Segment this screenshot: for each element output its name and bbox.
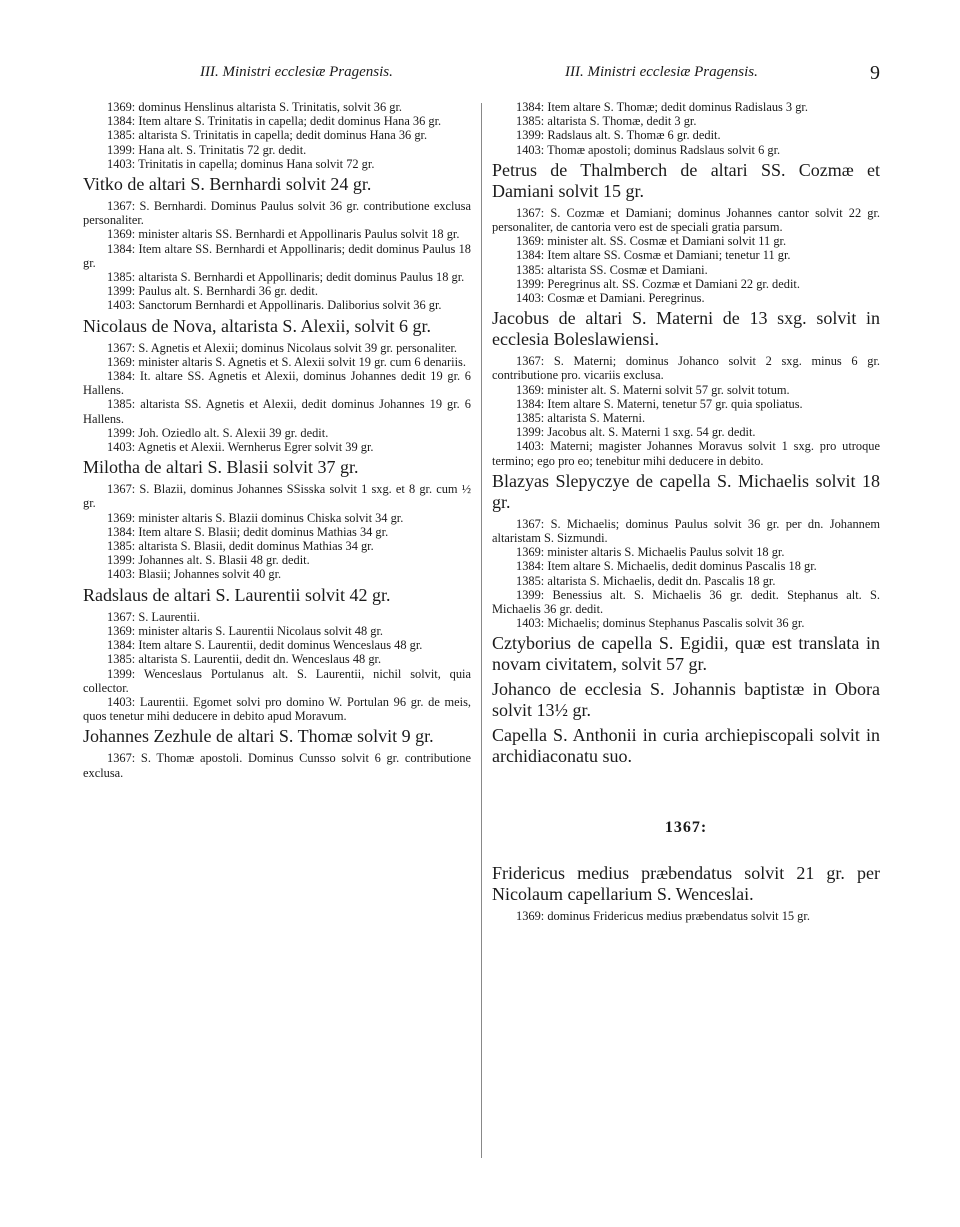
entry-record: 1385: altarista S. Laurentii, dedit dn. Wenceslaus 48 gr. <box>107 652 382 667</box>
entry-record: 1384: Item altare S. Trinitatis in capella; dedit dominus Hana 36 gr. <box>107 114 442 129</box>
entry-record: 1403: Sanctorum Bernhardi et Appollinaris. Daliborius solvit 36 gr. <box>107 298 442 313</box>
entry-record: 1367: S. Blazii, dominus Johannes SSisska solvit 1 sxg. et 8 gr. cum ½ gr. <box>83 482 471 511</box>
entry-record: 1384: Item altare S. Blasii; dedit dominus Mathias 34 gr. <box>107 524 389 539</box>
column-divider <box>481 103 482 1158</box>
entry-record: 1399: Peregrinus alt. SS. Cozmæ et Damiani 22 gr. dedit. <box>516 276 800 291</box>
entry-record: 1403: Laurentii. Egomet solvi pro domino W. Portulan 96 gr. de meis, quos tenetur mihi deducere in debito apud Moravum. <box>83 694 471 724</box>
entry-record: 1367: S. Agnetis et Alexii; dominus Nicolaus solvit 39 gr. personaliter. <box>107 340 458 355</box>
page-number: 9 <box>870 62 880 84</box>
entry-record: 1403: Materni; magister Johannes Moravus solvit 1 sxg. pro utroque termino; ego pro eo; tenebitur mihi deducere in debito. <box>492 439 880 468</box>
entry-record: 1369: dominus Fridericus medius præbendatus solvit 15 gr. <box>516 909 810 924</box>
entry-heading: Capella S. Anthonii in curia archiepiscopali solvit in archidiaconatu suo. <box>492 725 880 767</box>
running-header-left: III. Ministri ecclesiæ Pragensis. <box>200 64 393 80</box>
entry-record: 1384: Item altare S. Thomæ; dedit dominus Radislaus 3 gr. <box>516 100 808 114</box>
entry-record: 1384: Item altare SS. Cosmæ et Damiani; tenetur 11 gr. <box>516 248 791 263</box>
entry-heading: Radslaus de altari S. Laurentii solvit 42 gr. <box>83 584 391 605</box>
entry-heading: Blazyas Slepyczye de capella S. Michaelis solvit 18 gr. <box>492 470 880 512</box>
entry-record: 1384: Item altare S. Michaelis, dedit dominus Pascalis 18 gr. <box>516 559 817 574</box>
entry-heading: Petrus de Thalmberch de altari SS. Cozmæ et Damiani solvit 15 gr. <box>492 159 880 201</box>
entry-record: 1367: S. Bernhardi. Dominus Paulus solvit 36 gr. contributione exclusa personaliter. <box>83 199 471 228</box>
entry-record: 1384: Item altare SS. Bernhardi et Appollinaris; dedit dominus Paulus 18 gr. <box>83 241 471 270</box>
entry-heading: Johannes Zezhule de altari S. Thomæ solvit 9 gr. <box>83 726 434 747</box>
entry-record: 1384: It. altare SS. Agnetis et Alexii, dominus Johannes dedit 19 gr. 6 Hallens. <box>83 369 471 398</box>
entry-record: 1385: altarista S. Thomæ, dedit 3 gr. <box>516 114 697 129</box>
entry-record: 1369: minister alt. SS. Cosmæ et Damiani solvit 11 gr. <box>516 234 787 249</box>
entry-record: 1399: Joh. Oziedlo alt. S. Alexii 39 gr. dedit. <box>107 425 329 440</box>
right-column <box>492 100 880 924</box>
entry-record: 1384: Item altare S. Laurentii, dedit dominus Wenceslaus 48 gr. <box>107 638 423 653</box>
entry-record: 1385: altarista S. Michaelis, dedit dn. Pascalis 18 gr. <box>516 573 776 588</box>
entry-heading: Cztyborius de capella S. Egidii, quæ est translata in novam civitatem, solvit 57 gr. <box>492 633 880 675</box>
entry-record: 1385: altarista SS. Cosmæ et Damiani. <box>516 262 708 277</box>
entry-record: 1384: Item altare S. Materni, tenetur 57 gr. quia spoliatus. <box>516 396 803 411</box>
entry-record: 1369: minister altaris S. Blazii dominus Chiska solvit 34 gr. <box>107 510 404 525</box>
entry-heading: Vitko de altari S. Bernhardi solvit 24 gr. <box>83 174 372 195</box>
entry-record: 1385: altarista SS. Agnetis et Alexii, dedit dominus Johannes 19 gr. 6 Hallens. <box>83 397 471 426</box>
entry-record: 1385: altarista S. Bernhardi et Appollinaris; dedit dominus Paulus 18 gr. <box>107 270 465 285</box>
entry-record: 1403: Blasii; Johannes solvit 40 gr. <box>107 567 282 582</box>
entry-record: 1369: minister altaris S. Laurentii Nicolaus solvit 48 gr. <box>107 623 383 638</box>
entry-record: 1369: minister altaris S. Agnetis et S. Alexii solvit 19 gr. cum 6 denariis. <box>107 354 466 369</box>
entry-record: 1367: S. Materni; dominus Johanco solvit 2 sxg. minus 6 gr. contributione pro. vicariis exclusa. <box>492 354 880 383</box>
entry-record: 1403: Agnetis et Alexii. Wernherus Egrer solvit 39 gr. <box>107 440 374 455</box>
entry-record: 1369: dominus Henslinus altarista S. Trinitatis, solvit 36 gr. <box>107 100 402 114</box>
entry-heading: Nicolaus de Nova, altarista S. Alexii, solvit 6 gr. <box>83 315 431 336</box>
entry-record: 1399: Radslaus alt. S. Thomæ 6 gr. dedit. <box>516 128 721 143</box>
entry-record: 1385: altarista S. Trinitatis in capella; dedit dominus Hana 36 gr. <box>107 128 428 143</box>
entry-heading: Jacobus de altari S. Materni de 13 sxg. solvit in ecclesia Boleslawiensi. <box>492 308 880 350</box>
year-heading: 1367: <box>664 819 708 837</box>
entry-record: 1369: minister altaris SS. Bernhardi et Appollinaris Paulus solvit 18 gr. <box>107 227 460 242</box>
entry-record: 1369: minister alt. S. Materni solvit 57 gr. solvit totum. <box>516 382 790 397</box>
entry-record: 1367: S. Cozmæ et Damiani; dominus Johannes cantor solvit 22 gr. personaliter, de cantoria vero est de speciali gratia parsum. <box>492 205 880 235</box>
entry-record: 1403: Thomæ apostoli; dominus Radslaus solvit 6 gr. <box>516 142 781 157</box>
entry-record: 1403: Michaelis; dominus Stephanus Pascalis solvit 36 gr. <box>516 616 805 631</box>
entry-record: 1367: S. Michaelis; dominus Paulus solvit 36 gr. per dn. Johannem altaristam S. Sizmundi. <box>492 516 880 546</box>
entry-record: 1399: Paulus alt. S. Bernhardi 36 gr. dedit. <box>107 284 318 299</box>
entry-record: 1399: Benessius alt. S. Michaelis 36 gr. dedit. Stephanus alt. S. Michaelis 36 gr. dedit. <box>492 587 880 617</box>
entry-record: 1403: Cosmæ et Damiani. Peregrinus. <box>516 291 705 306</box>
entry-record: 1399: Jacobus alt. S. Materni 1 sxg. 54 gr. dedit. <box>516 425 756 440</box>
entry-heading: Johanco de ecclesia S. Johannis baptistæ in Obora solvit 13½ gr. <box>492 679 880 721</box>
left-column <box>83 100 471 780</box>
entry-record: 1367: S. Laurentii. <box>107 609 200 624</box>
entry-record: 1403: Trinitatis in capella; dominus Hana solvit 72 gr. <box>107 156 375 171</box>
entry-record: 1385: altarista S. Materni. <box>516 411 646 426</box>
entry-record: 1399: Hana alt. S. Trinitatis 72 gr. dedit. <box>107 142 307 157</box>
entry-record: 1399: Johannes alt. S. Blasii 48 gr. dedit. <box>107 553 310 568</box>
running-header-right: III. Ministri ecclesiæ Pragensis. <box>565 64 758 80</box>
entry-record: 1369: minister altaris S. Michaelis Paulus solvit 18 gr. <box>516 545 785 560</box>
entry-heading: Milotha de altari S. Blasii solvit 37 gr. <box>83 457 359 478</box>
entry-record: 1399: Wenceslaus Portulanus alt. S. Laurentii, nichil solvit, quia collector. <box>83 666 471 695</box>
entry-record: 1385: altarista S. Blasii, dedit dominus Mathias 34 gr. <box>107 539 374 554</box>
entry-heading: Fridericus medius præbendatus solvit 21 gr. per Nicolaum capellarium S. Wenceslai. <box>492 863 880 905</box>
entry-record: 1367: S. Thomæ apostoli. Dominus Cunsso solvit 6 gr. contributione exclusa. <box>83 751 471 780</box>
